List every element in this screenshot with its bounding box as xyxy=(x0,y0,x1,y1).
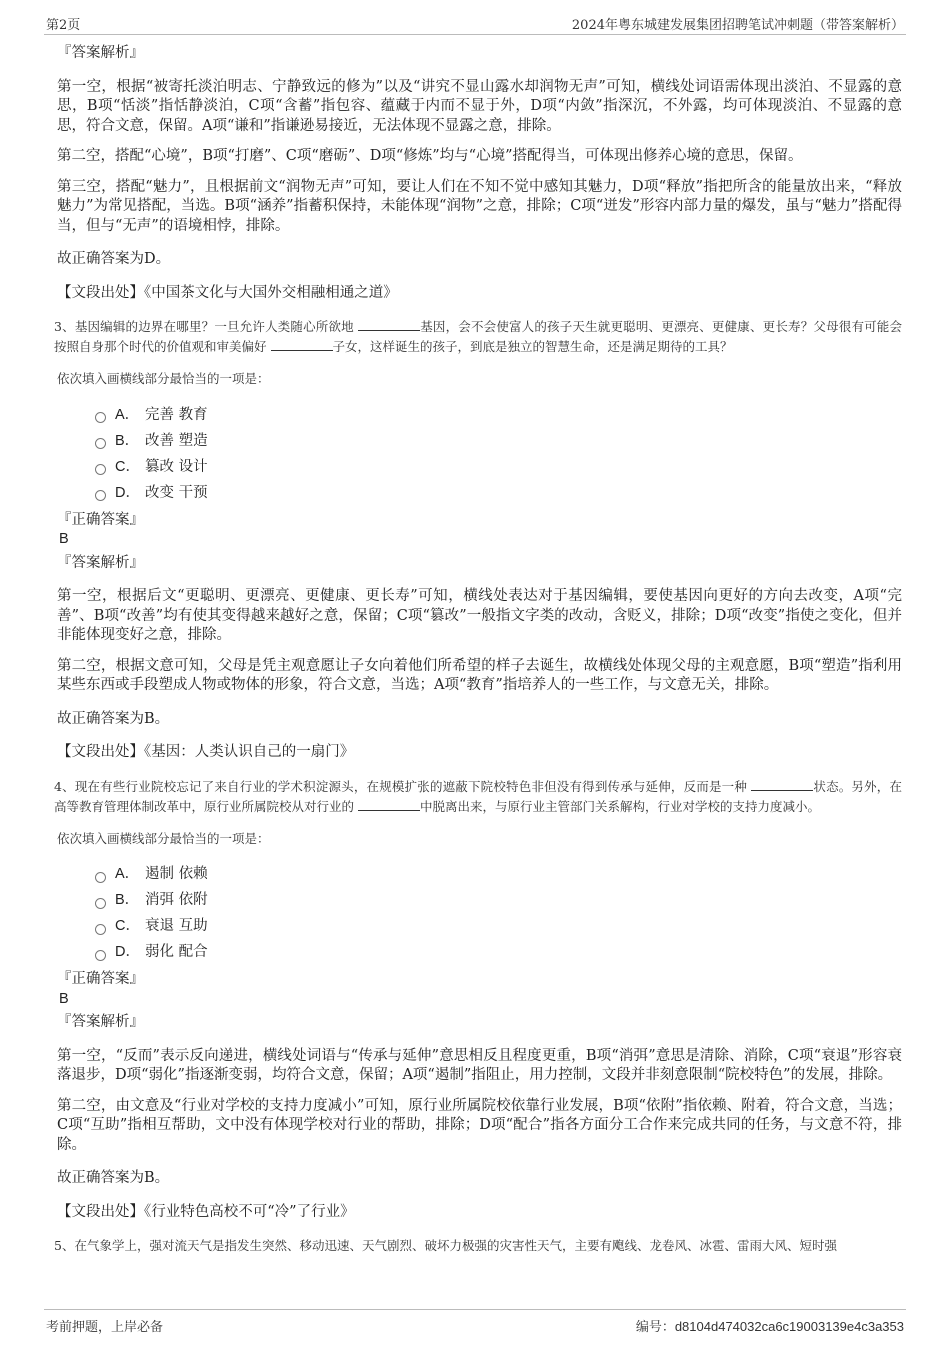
fill-blank xyxy=(751,778,813,791)
correct-answer: B xyxy=(59,990,69,1007)
document-code: 编号：d8104d474032ca6c19003139e4c3a353 xyxy=(635,1319,904,1335)
document-title: 2024年粤东城建发展集团招聘笔试冲刺题（带答案解析） xyxy=(571,18,904,33)
question-prompt: 依次填入画横线部分最恰当的一项是： xyxy=(57,830,270,846)
footer-slogan: 考前押题，上岸必备 xyxy=(46,1320,164,1335)
analysis-paragraph: 第二空，根据文意可知，父母是凭主观意愿让子女向着他们所希望的样子去诞生，故横线处体现父母的主观意愿，B项“塑造”指利用某些东西或手段塑成人物或物体的形象，符合文意，当选；A项“教育”指培养人的一些工作，与文意无关，排除。 xyxy=(57,657,902,693)
analysis-paragraph: 第二空，搭配“心境”，B项“打磨”、C项“磨砺”、D项“修炼”均与“心境”搭配得当，可体现出修养心境的意思，保留。 xyxy=(57,148,803,164)
source-citation: 【文段出处】《基因：人类认识自己的一扇门》 xyxy=(57,744,355,760)
option-b[interactable]: B． 改善 塑造 xyxy=(95,429,902,455)
radio-icon[interactable] xyxy=(95,464,106,475)
correct-answer-label: 『正确答案』 xyxy=(57,511,144,528)
radio-icon[interactable] xyxy=(95,898,106,909)
radio-icon[interactable] xyxy=(95,438,106,449)
question-3 xyxy=(54,317,902,763)
analysis-paragraph: 第二空，由文意及“行业对学校的支持力度减小”可知，原行业所属院校依靠行业发展，B项“依附”指依赖、附着，符合文意，当选；C项“互助”指相互帮助，文中没有体现学校对行业的帮助，排除；D项“配合”指各方面分工合作来完成共同的任务，与文意不符，排除。 xyxy=(57,1097,902,1153)
question-4 xyxy=(54,777,902,1223)
analysis-paragraph: 第一空，根据后文“更聪明、更漂亮、更健康、更长寿”可知，横线处表达对于基因编辑，要使基因向更好的方向去改变，A项“完善”、B项“改善”均有使其变得越来越好之意，保留；C项“篡改”一般指文字类的改动，含贬义，排除；D项“改变”指使之变化，但并非能体现变好之意，排除。 xyxy=(57,588,902,643)
option-list xyxy=(95,403,902,507)
option-c[interactable]: C． 篡改 设计 xyxy=(95,455,902,481)
question-stem: 4、现在有些行业院校忘记了来自行业的学术积淀源头，在规模扩张的遮蔽下院校特色非但没有得到传承与延伸，反而是一种 状态。另外，在高等教育管理体制改革中，原行业所属院校从对行业的 中脱离出来，与原行业主管部门关系解构，行业对学校的支持力度减小。 xyxy=(54,778,902,814)
analysis-label: 『答案解析』 xyxy=(57,45,144,61)
radio-icon[interactable] xyxy=(95,412,106,423)
question-prompt: 依次填入画横线部分最恰当的一项是： xyxy=(57,371,270,386)
fill-blank xyxy=(358,798,420,811)
radio-icon[interactable] xyxy=(95,490,106,501)
analysis-paragraph: 第一空，根据“被寄托淡泊明志、宁静致远的修为”以及“讲究不显山露水却润物无声”可知，横线处词语需体现出淡泊、不显露的意思，B项“恬淡”指恬静淡泊，C项“含蓄”指包容、蕴藏于内而不显于外，D项“内敛”指深沉，不外露，均可体现淡泊、不显露的意思，符合文意，保留。A项“谦和”指谦逊易接近，无法体现不显露之意，排除。 xyxy=(57,78,902,134)
option-c[interactable]: C． 衰退 互助 xyxy=(95,914,902,940)
analysis-label: 『答案解析』 xyxy=(57,1014,144,1030)
option-d[interactable]: D． 改变 干预 xyxy=(95,481,902,507)
answer-conclusion: 故正确答案为D。 xyxy=(57,251,171,267)
answer-conclusion: 故正确答案为B。 xyxy=(57,1170,170,1186)
option-d[interactable]: D． 弱化 配合 xyxy=(95,940,902,966)
option-b[interactable]: B． 消弭 依附 xyxy=(95,888,902,914)
source-citation: 【文段出处】《行业特色高校不可“冷”了行业》 xyxy=(57,1203,355,1220)
page-number: 第2页 xyxy=(46,18,81,33)
question-5 xyxy=(54,1236,902,1256)
radio-icon[interactable] xyxy=(95,872,106,883)
analysis-label: 『答案解析』 xyxy=(57,554,144,571)
option-a[interactable]: A． 遏制 依赖 xyxy=(95,862,902,888)
question-stem: 5、在气象学上，强对流天气是指发生突然、移动迅速、天气剧烈、破坏力极强的灾害性天气，主要有飑线、龙卷风、冰雹、雷雨大风、短时强 xyxy=(54,1238,837,1253)
page-header xyxy=(44,10,906,35)
option-list xyxy=(95,862,902,966)
radio-icon[interactable] xyxy=(95,950,106,961)
fill-blank xyxy=(271,338,333,351)
fill-blank xyxy=(358,318,420,331)
question-2-analysis xyxy=(57,44,902,303)
correct-answer-label: 『正确答案』 xyxy=(57,971,144,987)
source-citation: 【文段出处】《中国茶文化与大国外交相融相通之道》 xyxy=(57,284,398,301)
radio-icon[interactable] xyxy=(95,924,106,935)
page-footer xyxy=(44,1309,906,1336)
option-a[interactable]: A． 完善 教育 xyxy=(95,403,902,429)
page-content xyxy=(54,44,902,1268)
analysis-paragraph: 第一空，“反而”表示反向递进，横线处词语与“传承与延伸”意思相反且程度更重，B项“消弭”意思是清除、消除，C项“衰退”形容衰落退步，D项“弱化”指逐渐变弱，均符合文意，保留；A项“遏制”指阻止，用力控制，文段并非刻意限制“院校特色”的发展，排除。 xyxy=(57,1047,902,1083)
analysis-paragraph: 第三空，搭配“魅力”，且根据前文“润物无声”可知，要让人们在不知不觉中感知其魅力，D项“释放”指把所含的能量放出来，“释放魅力”为常见搭配，当选。B项“涵养”指蓄积保持，未能体现“润物”之意，排除；C项“迸发”形容内部力量的爆发，虽与“魅力”搭配得当，但与“无声”的语境相悖，排除。 xyxy=(57,178,902,234)
question-stem: 3、基因编辑的边界在哪里？一旦允许人类随心所欲地 基因，会不会使富人的孩子天生就更聪明、更漂亮、更健康、更长寿？父母很有可能会按照自身那个时代的价值观和审美偏好 子女，这样诞生的孩子，到底是独立的智慧生命，还是满足期待的工具？ xyxy=(54,319,902,354)
answer-conclusion: 故正确答案为B。 xyxy=(57,710,170,727)
correct-answer: B xyxy=(59,531,69,547)
